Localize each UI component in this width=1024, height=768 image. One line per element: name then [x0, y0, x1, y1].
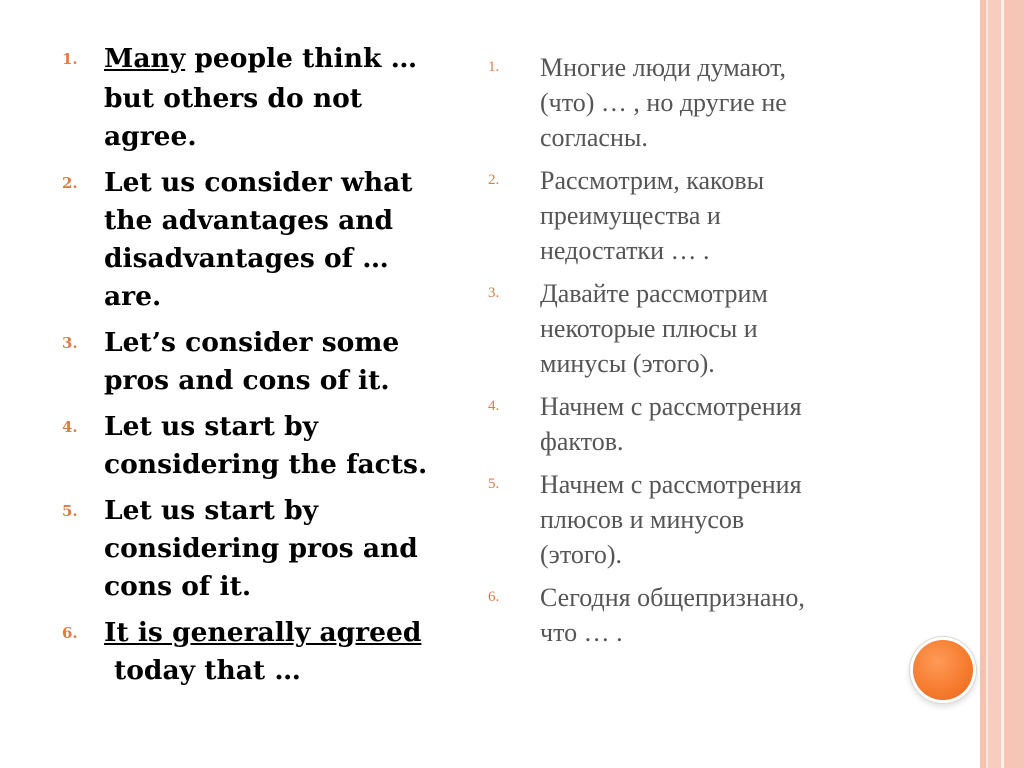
list-number: 4.: [62, 418, 78, 436]
list-number: 5.: [62, 502, 78, 520]
list-line: It is generally agreed: [104, 617, 422, 648]
list-line: Let’s consider some: [104, 327, 400, 358]
list-line: Let us start by: [104, 411, 319, 442]
list-line: согласны.: [540, 123, 648, 152]
list-number: 1.: [488, 59, 500, 75]
list-number: 1.: [62, 50, 78, 68]
list-line-rest: people think …: [185, 43, 418, 74]
list-line: минусы (этого).: [540, 349, 715, 378]
list-line: cons of it.: [104, 571, 252, 602]
russian-list-item: [486, 389, 926, 459]
list-line: the advantages and: [104, 205, 394, 236]
list-line: agree.: [104, 121, 197, 152]
list-number: 3.: [488, 285, 500, 301]
list-number: 5.: [488, 476, 500, 492]
list-line: Многие люди думают,: [540, 53, 787, 82]
english-list-item: [58, 324, 458, 400]
list-line: Рассмотрим, каковы: [540, 166, 765, 195]
list-line: are.: [104, 281, 162, 312]
english-list-item: [58, 408, 458, 484]
decorative-stripe: [988, 0, 1001, 768]
russian-list-item: [486, 467, 926, 572]
list-number: 6.: [62, 624, 78, 642]
russian-list-item: [486, 163, 926, 268]
list-line: Начнем с рассмотрения: [540, 470, 802, 499]
list-line: некоторые плюсы и: [540, 314, 758, 343]
list-number: 4.: [488, 398, 500, 414]
russian-list-item: [486, 276, 926, 381]
list-line: Давайте рассмотрим: [540, 279, 768, 308]
russian-list-item: [486, 50, 926, 155]
list-line: фактов.: [540, 427, 624, 456]
list-line: considering the facts.: [104, 449, 428, 480]
list-number: 6.: [488, 589, 500, 605]
russian-list-item: [486, 580, 926, 650]
list-line: Сегодня общепризнано,: [540, 583, 805, 612]
underlined-word: Many: [104, 43, 186, 74]
list-line: considering pros and: [104, 533, 418, 564]
list-line: (этого).: [540, 540, 623, 569]
list-line: disadvantages of …: [104, 243, 389, 274]
english-list-item: [58, 164, 458, 316]
list-line: плюсов и минусов: [540, 505, 745, 534]
list-line: недостатки … .: [540, 236, 710, 265]
english-list-item: [58, 492, 458, 606]
list-line: что … .: [540, 618, 623, 647]
list-number: 3.: [62, 334, 78, 352]
list-line: [104, 40, 458, 78]
decorative-stripe: [1004, 0, 1024, 768]
list-number: 2.: [62, 174, 78, 192]
list-line: (что) … , но другие не: [540, 88, 787, 117]
list-line: преимущества и: [540, 201, 721, 230]
english-phrase-list: [58, 40, 458, 698]
english-list-item: [58, 614, 458, 690]
list-line: pros and cons of it.: [104, 365, 390, 396]
list-number: 2.: [488, 172, 500, 188]
list-line: Let us start by: [104, 495, 319, 526]
list-line: Начнем с рассмотрения: [540, 392, 802, 421]
list-line: today that …: [114, 655, 301, 686]
russian-phrase-list: [486, 50, 926, 658]
list-line: but others do not: [104, 83, 363, 114]
list-line: Let us consider what: [104, 167, 413, 198]
english-list-item: [58, 40, 458, 156]
